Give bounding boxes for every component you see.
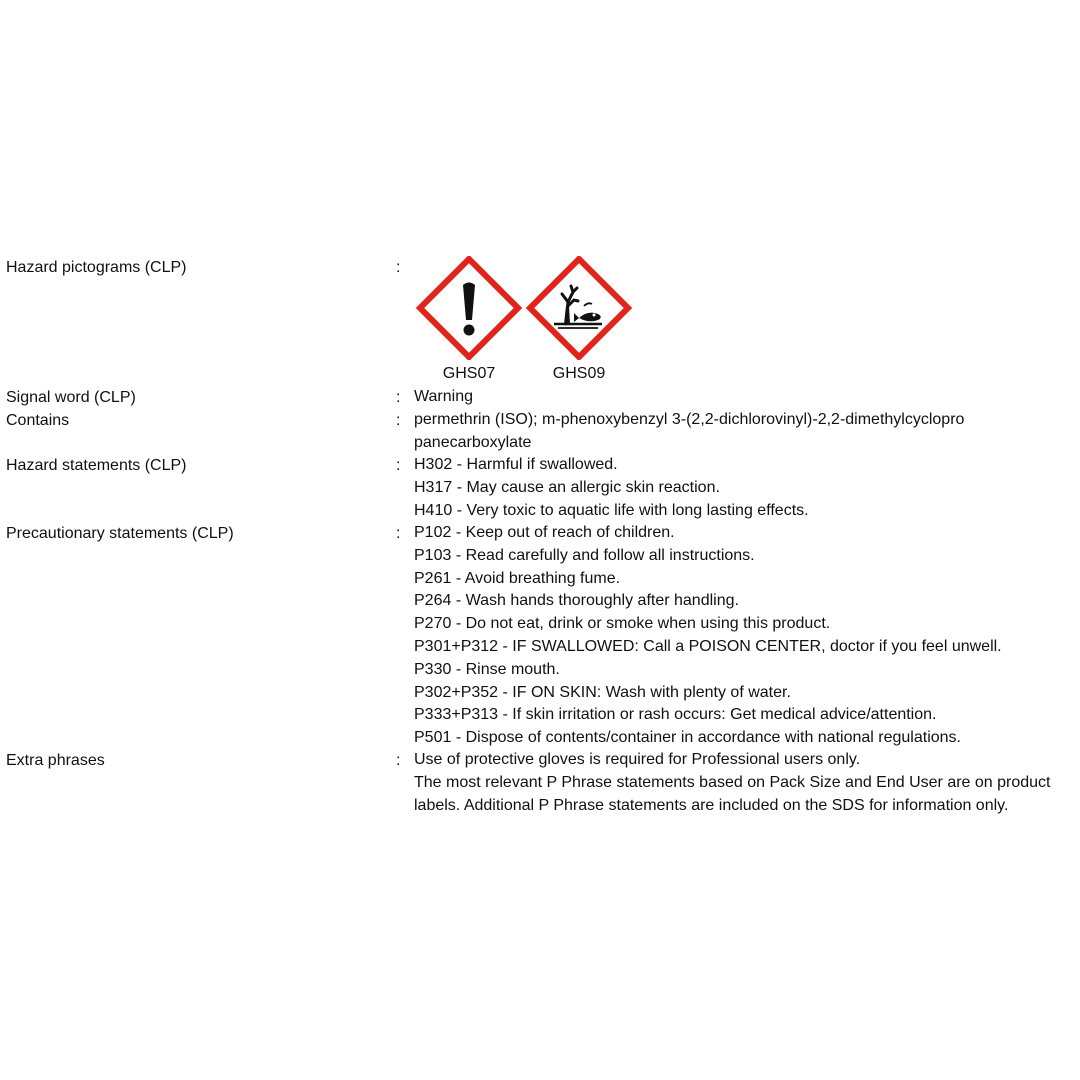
extra-phrases-label: Extra phrases [6, 752, 105, 769]
pictogram-ghs07 [414, 256, 524, 382]
colon-separator: : [396, 412, 401, 429]
signal-word-value: Warning [414, 388, 473, 405]
precautionary-statement: P261 - Avoid breathing fume. [414, 569, 621, 587]
hazard-statements-list [414, 454, 809, 522]
precautionary-statements-list [414, 522, 1002, 750]
contains-value [414, 409, 964, 455]
extra-phrase-line: Use of protective gloves is required for Professional users only. [414, 751, 861, 768]
contains-line: panecarboxylate [414, 433, 532, 451]
colon-separator: : [396, 457, 401, 474]
precautionary-statement: P103 - Read carefully and follow all instructions. [414, 546, 755, 564]
extra-phrase-line: labels. Additional P Phrase statements are included on the SDS for information only. [414, 796, 1009, 814]
hazard-pictograms [414, 256, 644, 386]
pictogram-code: GHS09 [552, 365, 606, 382]
contains-line: permethrin (ISO); m-phenoxybenzyl 3-(2,2-dichlorovinyl)-2,2-dimethylcyclopro [414, 411, 965, 428]
colon-separator: : [396, 259, 401, 276]
extra-phrases-text [414, 749, 1051, 817]
precautionary-statements-label: Precautionary statements (CLP) [6, 525, 234, 542]
hazard-statement: H317 - May cause an allergic skin reaction. [414, 478, 720, 496]
colon-separator: : [396, 752, 401, 769]
pictogram-ghs09 [524, 256, 634, 382]
hazard-pictograms-label: Hazard pictograms (CLP) [6, 259, 187, 276]
precautionary-statement: P270 - Do not eat, drink or smoke when using this product. [414, 615, 831, 633]
hazard-statements-label: Hazard statements (CLP) [6, 457, 187, 474]
precautionary-statement: P501 - Dispose of contents/container in accordance with national regulations. [414, 729, 961, 747]
hazard-statement: H410 - Very toxic to aquatic life with long lasting effects. [414, 501, 809, 519]
precautionary-statement: P302+P352 - IF ON SKIN: Wash with plenty of water. [414, 683, 791, 701]
extra-phrase-line: The most relevant P Phrase statements based on Pack Size and End User are on product [414, 773, 1051, 791]
colon-separator: : [396, 525, 401, 542]
precautionary-statement: P301+P312 - IF SWALLOWED: Call a POISON CENTER, doctor if you feel unwell. [414, 637, 1002, 655]
signal-word-label: Signal word (CLP) [6, 389, 136, 406]
precautionary-statement: P333+P313 - If skin irritation or rash occurs: Get medical advice/attention. [414, 706, 937, 724]
colon-separator: : [396, 389, 401, 406]
precautionary-statement: P330 - Rinse mouth. [414, 660, 560, 678]
contains-label: Contains [6, 412, 70, 429]
environment-hazard-icon [524, 256, 634, 360]
precautionary-statement: P102 - Keep out of reach of children. [414, 524, 675, 541]
pictogram-code: GHS07 [442, 365, 496, 382]
precautionary-statement: P264 - Wash hands thoroughly after handling. [414, 592, 739, 610]
hazard-statement: H302 - Harmful if swallowed. [414, 456, 618, 473]
exclamation-mark-icon [414, 256, 524, 360]
